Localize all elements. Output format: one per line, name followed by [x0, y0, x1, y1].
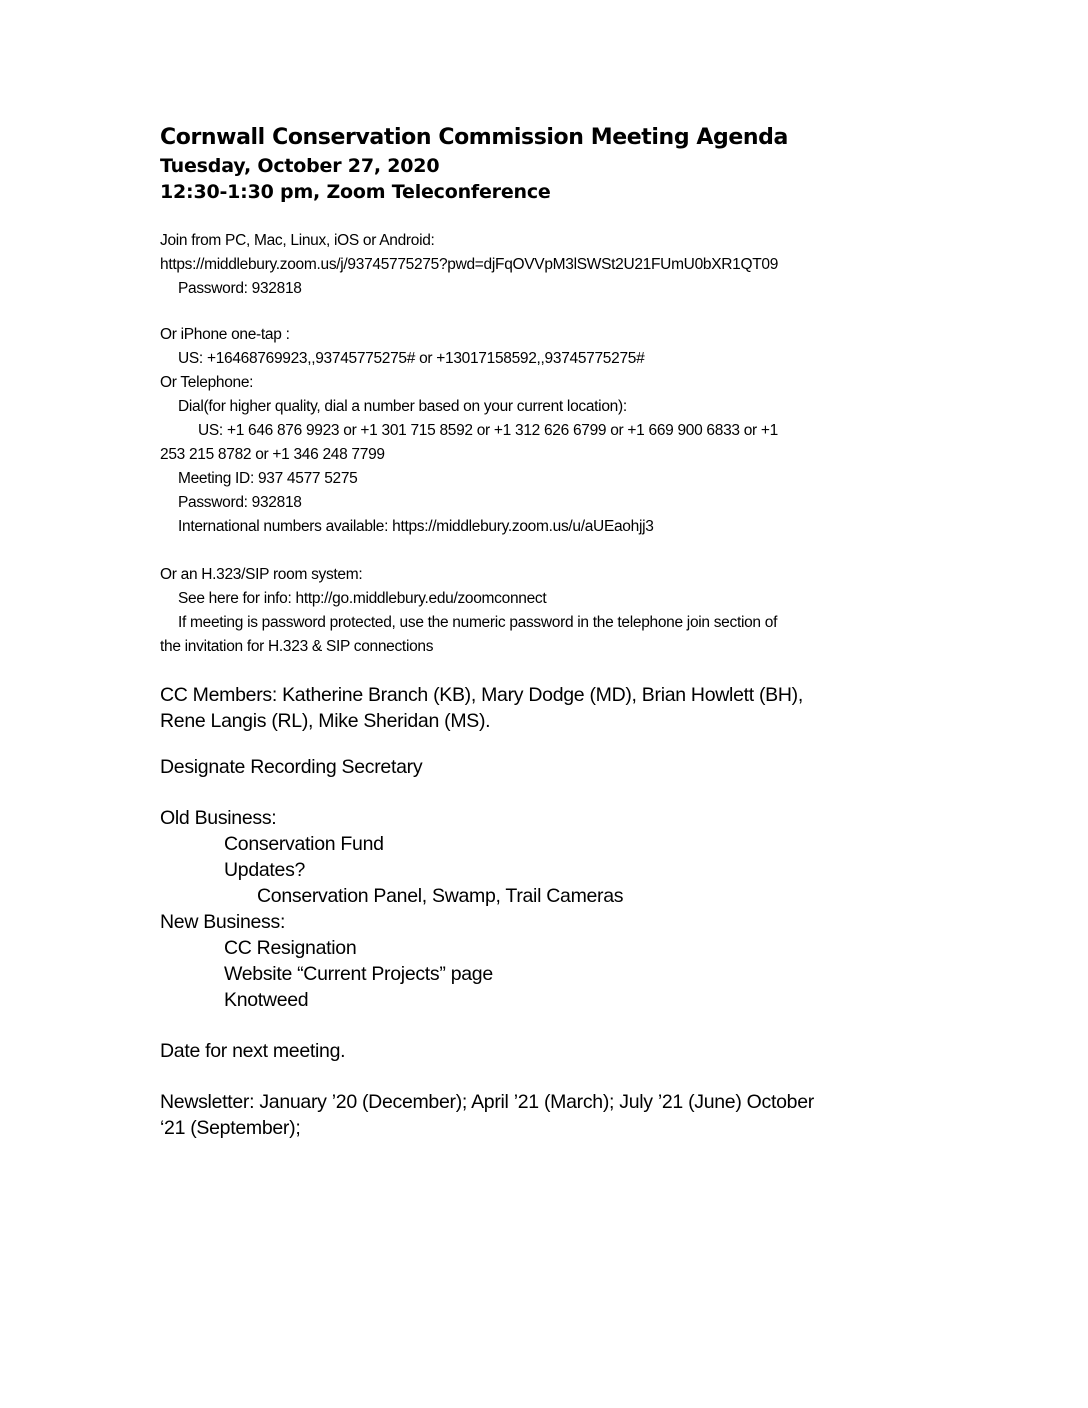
join-password: Password: 932818 — [178, 280, 302, 297]
next-meeting: Date for next meeting. — [160, 1040, 346, 1062]
old-business-item: Conservation Fund — [224, 833, 384, 855]
phone-join-section — [160, 323, 778, 539]
zoom-join-section — [160, 229, 778, 301]
meeting-id: Meeting ID: 937 4577 5275 — [178, 470, 358, 487]
old-business-item: Updates? — [224, 859, 306, 881]
members-line: CC Members: Katherine Branch (KB), Mary Dodge (MD), Brian Howlett (BH), — [160, 684, 803, 706]
new-business-heading: New Business: — [160, 911, 286, 933]
business-section — [160, 805, 623, 1013]
old-business-heading: Old Business: — [160, 807, 277, 829]
newsletter-line-cont: ‘21 (September); — [160, 1117, 301, 1139]
new-business-item: CC Resignation — [224, 937, 357, 959]
newsletter-section — [160, 1089, 814, 1141]
join-intro: Join from PC, Mac, Linux, iOS or Android: — [160, 232, 435, 249]
secretary-item — [160, 754, 422, 780]
new-business-item: Website “Current Projects” page — [224, 963, 493, 985]
members-section — [160, 682, 803, 734]
telephone-intro: Or Telephone: — [160, 374, 254, 391]
dial-numbers: US: +1 646 876 9923 or +1 301 715 8592 or +1 312 626 6799 or +1 669 900 6833 or +1 — [198, 422, 778, 439]
page-title: Cornwall Conservation Commission Meeting Agenda — [160, 125, 788, 150]
members-line-cont: Rene Langis (RL), Mike Sheridan (MS). — [160, 710, 491, 732]
meeting-date: Tuesday, October 27, 2020 — [160, 155, 440, 177]
dial-numbers-cont: 253 215 8782 or +1 346 248 7799 — [160, 446, 385, 463]
sip-info-link[interactable]: See here for info: http://go.middlebury.edu/zoomconnect — [178, 590, 547, 607]
meeting-time-place: 12:30-1:30 pm, Zoom Teleconference — [160, 181, 551, 203]
sip-note: If meeting is password protected, use the numeric password in the telephone join section of — [178, 614, 778, 631]
agenda-header — [160, 123, 788, 205]
next-meeting-item — [160, 1038, 345, 1064]
new-business-item: Knotweed — [224, 989, 309, 1011]
international-numbers-link[interactable]: International numbers available: https://middlebury.zoom.us/u/aUEaohjj3 — [178, 518, 654, 535]
iphone-intro: Or iPhone one-tap : — [160, 326, 290, 343]
designate-secretary: Designate Recording Secretary — [160, 756, 423, 778]
dial-note: Dial(for higher quality, dial a number based on your current location): — [178, 398, 627, 415]
updates-detail: Conservation Panel, Swamp, Trail Cameras — [257, 885, 624, 907]
phone-password: Password: 932818 — [178, 494, 302, 511]
sip-note-cont: the invitation for H.323 & SIP connections — [160, 638, 434, 655]
join-url-link[interactable]: https://middlebury.zoom.us/j/93745775275?pwd=djFqOVVpM3lSWSt2U21FUmU0bXR1QT09 — [160, 256, 779, 273]
sip-intro: Or an H.323/SIP room system: — [160, 566, 363, 583]
iphone-numbers: US: +16468769923,,93745775275# or +13017158592,,93745775275# — [178, 350, 645, 367]
newsletter-line: Newsletter: January ’20 (December); April ’21 (March); July ’21 (June) October — [160, 1091, 814, 1113]
sip-section — [160, 563, 777, 659]
